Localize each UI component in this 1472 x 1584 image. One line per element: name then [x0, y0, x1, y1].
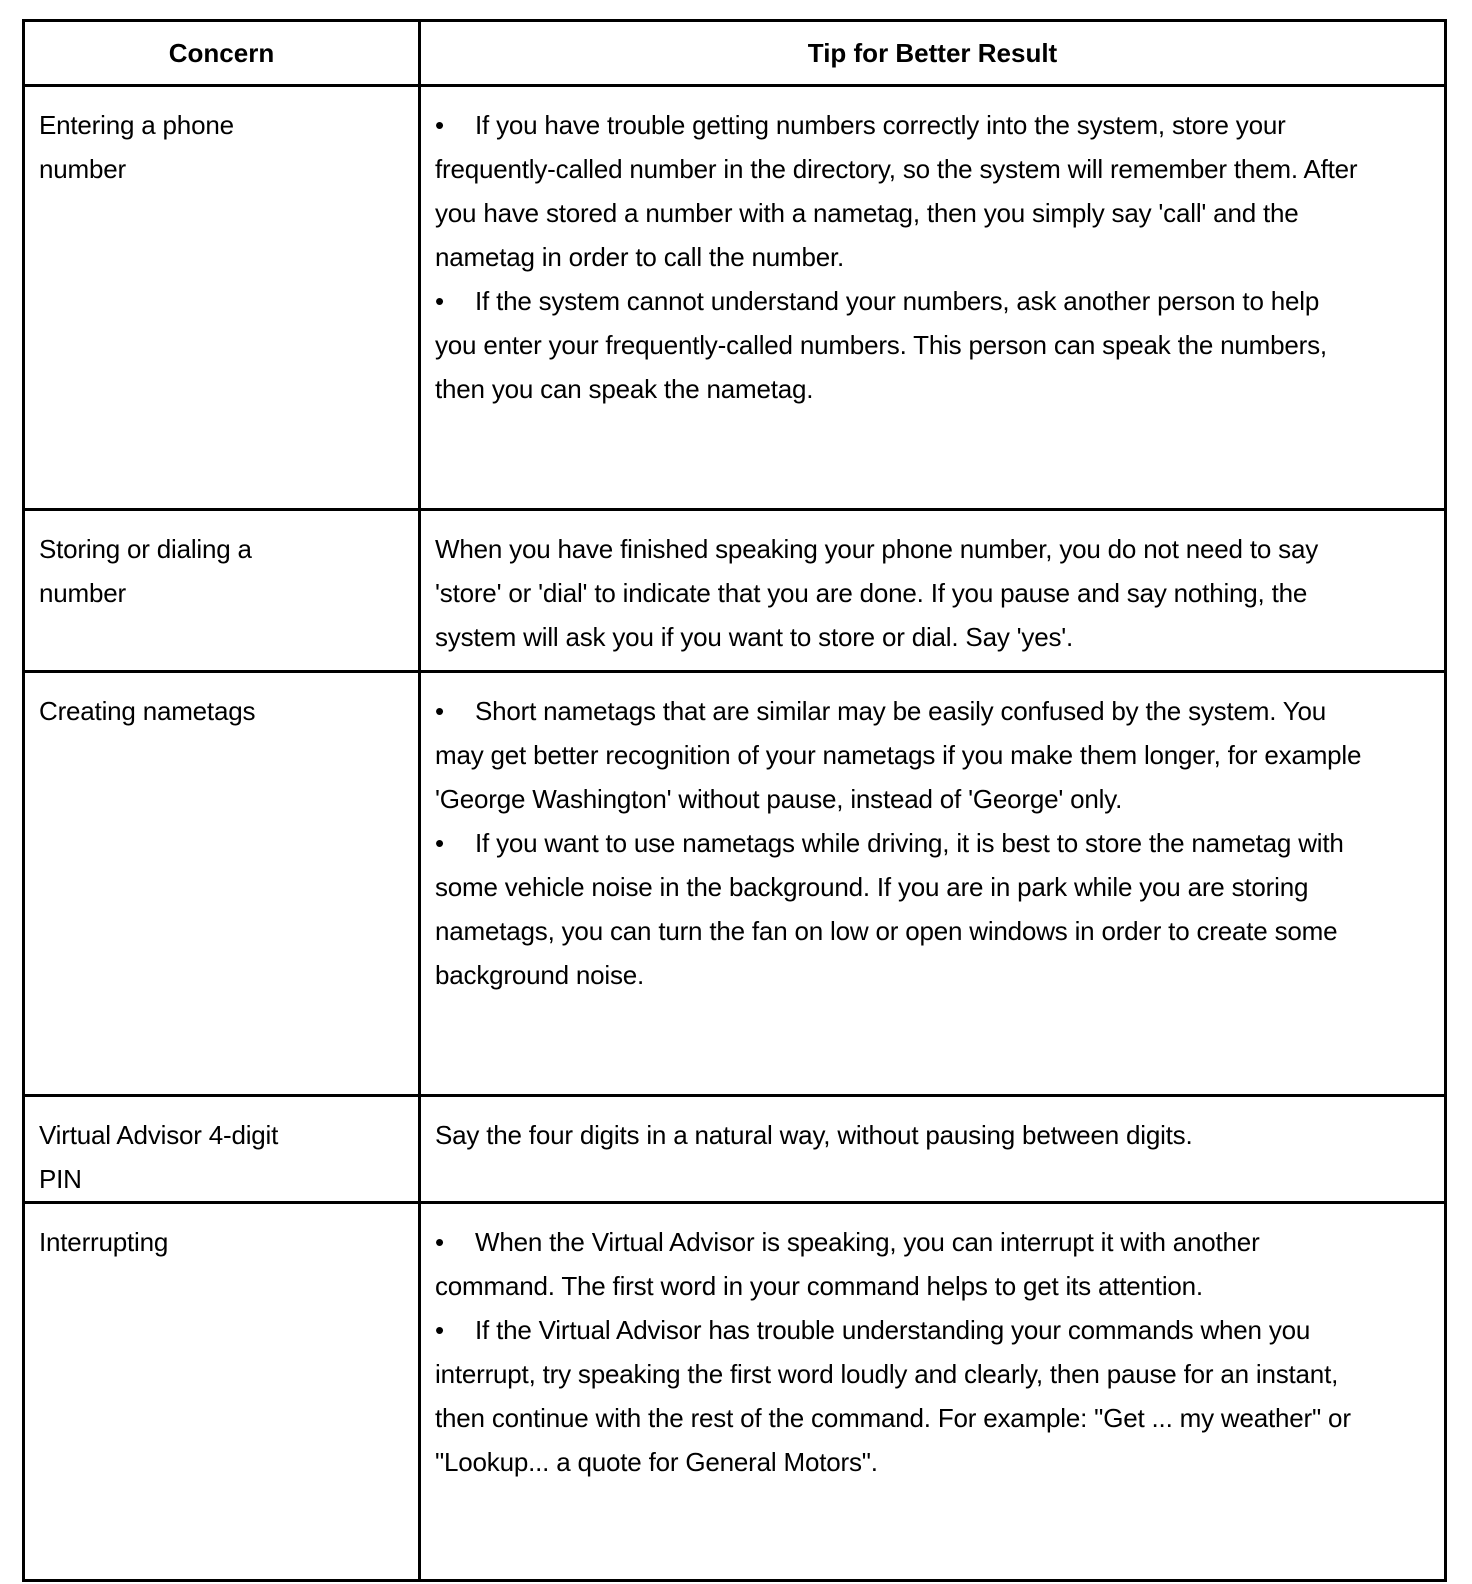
tip-paragraph [435, 103, 1364, 279]
tip-paragraph [435, 821, 1364, 997]
concern-cell: Creating nametags [24, 672, 420, 1096]
concern-cell: Virtual Advisor 4-digit PIN [24, 1096, 420, 1203]
tip-text: If the Virtual Advisor has trouble understanding your commands when you interrupt, try speaking the first word loudly and clearly, then pause for an instant, then continue with the rest of the command. For example: "Get ... my weather" or "Lookup... a quote for General Motors". [435, 1315, 1351, 1477]
header-row [24, 21, 1446, 86]
table-row [24, 1203, 1446, 1581]
table-row [24, 1096, 1446, 1203]
bullet-icon: • [435, 110, 444, 140]
tip-text: Say the four digits in a natural way, without pausing between digits. [435, 1120, 1193, 1150]
table-row [24, 510, 1446, 672]
tip-paragraph [435, 1308, 1364, 1484]
tip-text: Short nametags that are similar may be easily confused by the system. You may get better recognition of your nametags if you make them longer, for example 'George Washington' without pause, instead of 'George' only. [435, 696, 1362, 814]
bullet-icon: • [435, 828, 444, 858]
bullet-icon: • [435, 286, 444, 316]
concern-cell: Storing or dialing a number [24, 510, 420, 672]
table-row [24, 86, 1446, 510]
table-row [24, 672, 1446, 1096]
header-tip: Tip for Better Result [420, 21, 1446, 86]
tip-paragraph [435, 1220, 1364, 1308]
tip-text: When you have finished speaking your phone number, you do not need to say 'store' or 'dial' to indicate that you are done. If you pause and say nothing, the system will ask you if you want to store or dial. Say 'yes'. [435, 534, 1319, 652]
tip-paragraph [435, 689, 1364, 821]
tip-cell [420, 1096, 1446, 1203]
bullet-icon: • [435, 1315, 444, 1345]
tips-table [22, 19, 1447, 1582]
tip-cell [420, 510, 1446, 672]
header-concern: Concern [24, 21, 420, 86]
tip-text: When the Virtual Advisor is speaking, you can interrupt it with another command. The first word in your command helps to get its attention. [435, 1227, 1260, 1301]
tip-text: If the system cannot understand your numbers, ask another person to help you enter your frequently-called numbers. This person can speak the numbers, then you can speak the nametag. [435, 286, 1327, 404]
tip-cell [420, 672, 1446, 1096]
tip-cell [420, 1203, 1446, 1581]
concern-cell: Entering a phone number [24, 86, 420, 510]
bullet-icon: • [435, 696, 444, 726]
concern-cell: Interrupting [24, 1203, 420, 1581]
tip-cell [420, 86, 1446, 510]
tip-text: If you have trouble getting numbers correctly into the system, store your frequently-called number in the directory, so the system will remember them. After you have stored a number with a nametag, then you simply say 'call' and the nametag in order to call the number. [435, 110, 1358, 272]
bullet-icon: • [435, 1227, 444, 1257]
tip-paragraph [435, 279, 1364, 411]
tip-text: If you want to use nametags while driving, it is best to store the nametag with some vehicle noise in the background. If you are in park while you are storing nametags, you can turn the fan on low or open windows in order to create some background noise. [435, 828, 1344, 990]
